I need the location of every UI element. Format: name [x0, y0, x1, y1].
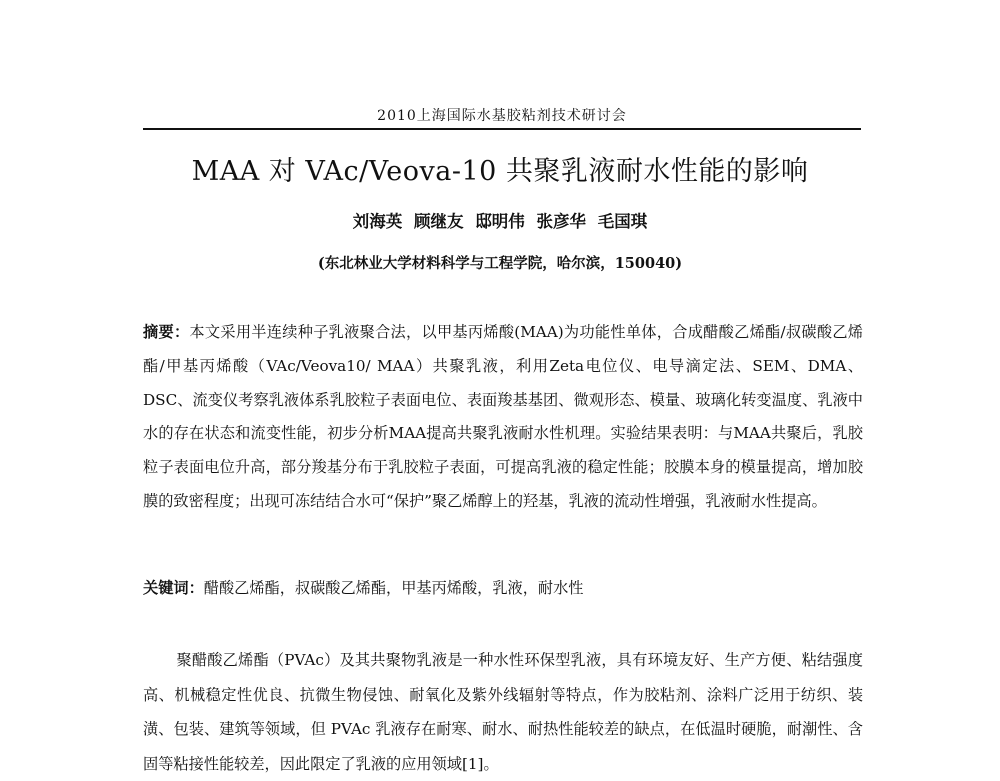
author-affiliation: (东北林业大学材料科学与工程学院，哈尔滨，150040) — [317, 255, 683, 272]
body-paragraph: 聚醋酸乙烯酯（PVAc）及其共聚物乳液是一种水性环保型乳液，具有环境友好、生产方便、粘结强度高、机械稳定性优良、抗微生物侵蚀、耐氧化及紫外线辐射等特点，作为胶粘剂、涂料广泛用于纺织、装潢、包装、建筑等领域，但 PVAc 乳液存在耐寒、耐水、耐热性能较差的缺点，在低温时硬脆，耐潮性、含固等粘接性能较差，因此限定了乳液的应用领域[1]。 — [143, 651, 863, 773]
abstract-section — [143, 316, 863, 519]
abstract-text: 本文采用半连续种子乳液聚合法，以甲基丙烯酸(MAA)为功能性单体，合成醋酸乙烯酯/叔碳酸乙烯酯/甲基丙烯酸（VAc/Veova10/ MAA）共聚乳液，利用Zeta电位仪、电导滴定法、SEM、DMA、DSC、流变仪考察乳液体系乳胶粒子表面电位、表面羧基基团、微观形态、模量、玻璃化转变温度、乳液中水的存在状态和流变性能，初步分析MAA提高共聚乳液耐水性机理。实验结果表明：与MAA共聚后，乳胶粒子表面电位升高，部分羧基分布于乳胶粒子表面，可提高乳液的稳定性能；胶膜本身的模量提高，增加胶膜的致密程度；出现可冻结结合水可“保护”聚乙烯醇上的羟基，乳液的流动性增强，乳液耐水性提高。 — [143, 323, 863, 510]
keywords-section — [143, 576, 863, 600]
author-list: 刘海英 顾继友 邸明伟 张彦华 毛国琪 — [352, 212, 648, 231]
keywords-text: 醋酸乙烯酯，叔碳酸乙烯酯，甲基丙烯酸，乳液，耐水性 — [203, 579, 584, 597]
running-header: 2010上海国际水基胶粘剂技术研讨会 — [377, 108, 627, 124]
keywords-label: 关键词： — [143, 579, 204, 597]
abstract-label: 摘要： — [143, 323, 190, 341]
paper-title: MAA 对 VAc/Veova-10 共聚乳液耐水性能的影响 — [191, 156, 809, 187]
header-divider — [143, 128, 861, 130]
